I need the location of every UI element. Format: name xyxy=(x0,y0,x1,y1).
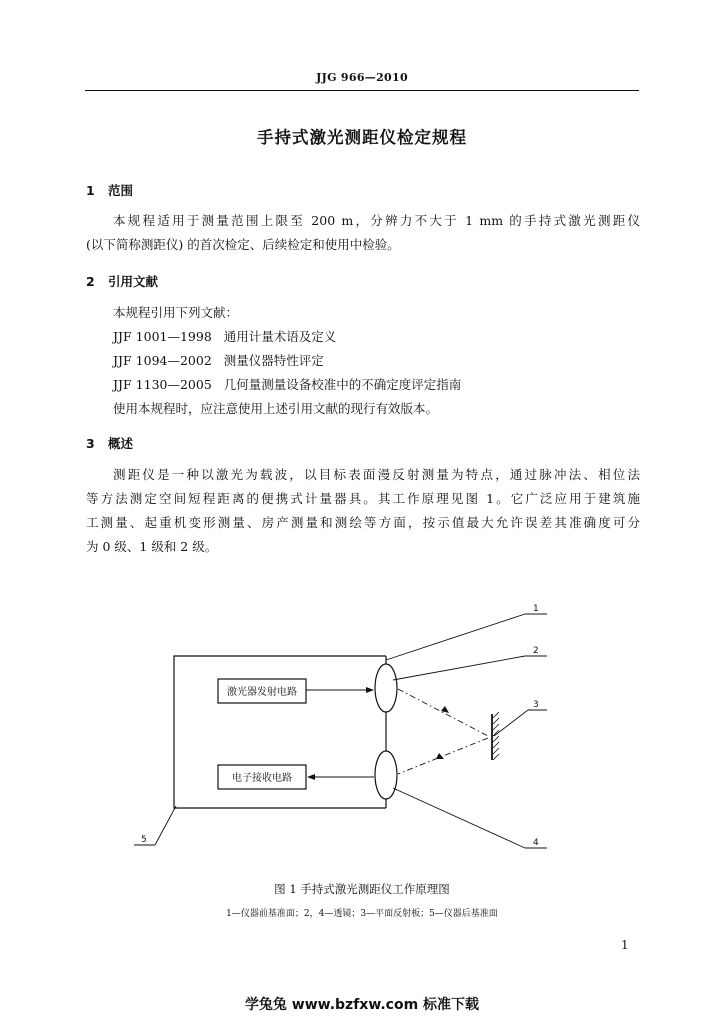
return-beam-arrowhead xyxy=(436,753,444,759)
lens-4 xyxy=(375,751,397,799)
laser-emitter-label: 激光器发射电路 xyxy=(227,687,297,698)
section-title: 范围 xyxy=(108,183,134,198)
outgoing-beam xyxy=(398,689,488,736)
section-3-paragraph-line: 测距仪是一种以激光为载波，以目标表面漫反射测量为特点，通过脉冲法、相位法 xyxy=(113,467,640,482)
leader-5 xyxy=(155,806,176,845)
callout-4: 4 xyxy=(533,838,539,848)
figure-legend: 1—仪器前基准面；2，4—透镜；3—平面反射板；5—仪器后基准面 xyxy=(226,909,498,919)
figure-caption: 图 1 手持式激光测距仪工作原理图 xyxy=(274,882,450,896)
reference-item: JJF 1001—1998 通用计量术语及定义 xyxy=(113,329,337,344)
section-number: 2 xyxy=(86,274,95,289)
callout-1: 1 xyxy=(533,604,539,614)
reference-note: 使用本规程时，应注意使用上述引用文献的现行有效版本。 xyxy=(113,401,439,416)
section-number: 3 xyxy=(86,436,95,451)
leader-4 xyxy=(393,788,525,848)
callout-2: 2 xyxy=(533,646,539,656)
section-3-paragraph-line: 等方法测定空间短程距离的便携式计量器具。其工作原理见图 1。它广泛应用于建筑施 xyxy=(86,491,640,506)
section-3-paragraph-line: 为 0 级、1 级和 2 级。 xyxy=(86,539,218,554)
watermark-footer: 学兔兔 www.bzfxw.com 标准下载 xyxy=(244,997,480,1013)
callout-5: 5 xyxy=(141,835,147,845)
section-number: 1 xyxy=(86,183,95,198)
reflector-hatching xyxy=(493,712,499,760)
reference-item: JJF 1094—2002 测量仪器特性评定 xyxy=(113,353,324,368)
section-1-paragraph-line: (以下简称测距仪) 的首次检定、后续检定和使用中检验。 xyxy=(86,237,400,252)
reference-intro: 本规程引用下列文献： xyxy=(113,305,239,320)
section-3-paragraph-line: 工测量、起重机变形测量、房产测量和测绘等方面，按示值最大允许误差其准确度可分 xyxy=(86,515,640,530)
lens-2 xyxy=(375,664,397,712)
header-standard-code: JJG 966—2010 xyxy=(316,71,408,84)
return-beam xyxy=(398,738,488,774)
section-title: 引用文献 xyxy=(108,274,159,289)
page-number: 1 xyxy=(621,938,629,952)
leader-3 xyxy=(494,710,528,736)
section-1-paragraph-line: 本规程适用于测量范围上限至 200 m，分辨力不大于 1 mm 的手持式激光测距仪 xyxy=(113,213,640,228)
leader-2 xyxy=(393,656,525,680)
document-title: 手持式激光测距仪检定规程 xyxy=(257,128,467,147)
receiver-label: 电子接收电路 xyxy=(232,773,292,784)
callout-3: 3 xyxy=(533,700,539,710)
section-title: 概述 xyxy=(108,436,134,451)
leader-1 xyxy=(386,614,525,660)
reference-item: JJF 1130—2005 几何量测量设备校准中的不确定度评定指南 xyxy=(113,377,462,392)
